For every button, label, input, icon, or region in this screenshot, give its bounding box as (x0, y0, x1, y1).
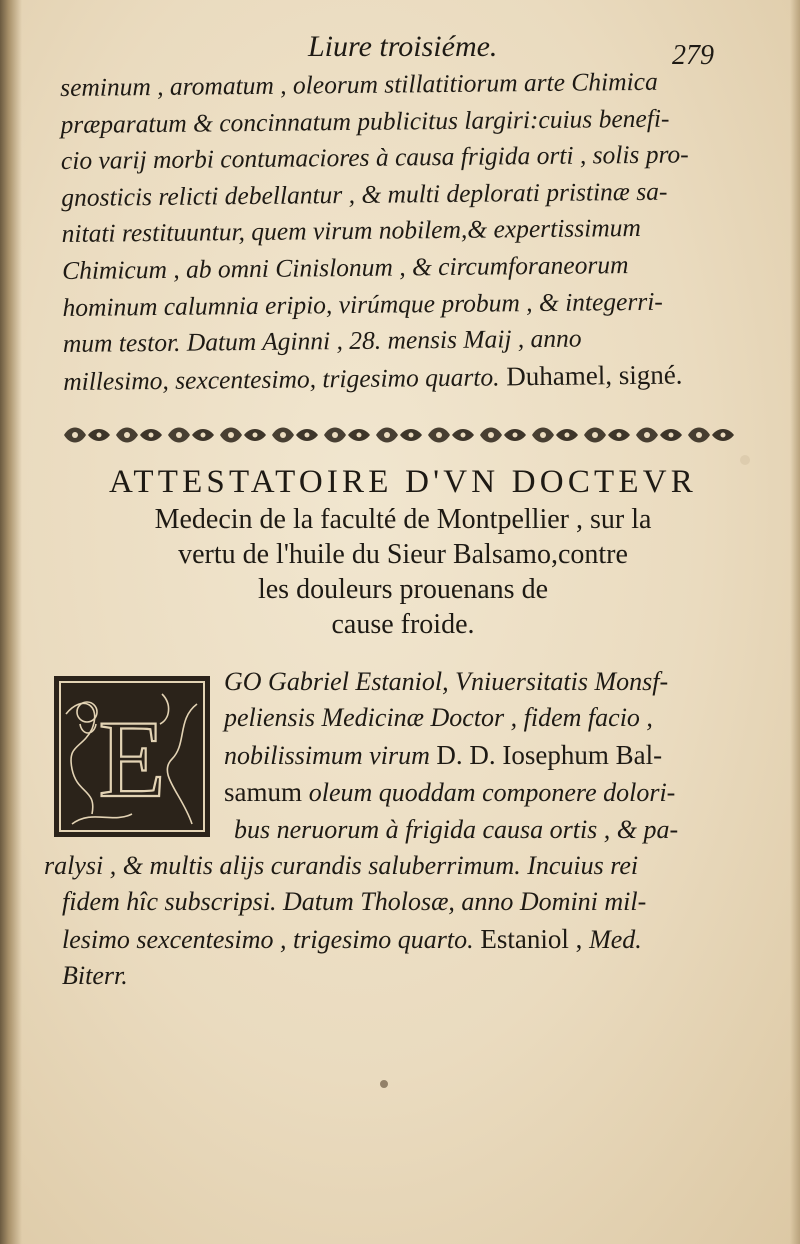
text-fragment: samum (224, 777, 309, 808)
section-heading (58, 462, 748, 642)
text-line: nitati restituuntur, quem virum nobilem,& expertissimum (61, 213, 641, 249)
text-line: Chimicum , ab omni Cinislonum , & circumforaneorum (61, 250, 629, 285)
gutter-shadow (0, 0, 22, 1244)
text-line: mum testor. Datum Aginni , 28. mensis Maij , anno (62, 323, 582, 359)
ink-spot (380, 1080, 388, 1088)
text-line-last (63, 356, 743, 401)
text-line (44, 737, 744, 774)
heading-title: ATTESTATOIRE D'VN DOCTEVR (108, 464, 697, 500)
attestation-text-block (44, 664, 744, 995)
continued-text-block (60, 63, 743, 400)
text-line: peliensis Medicinæ Doctor , fidem facio , (224, 703, 653, 733)
signature-text: Duhamel, signé. (499, 359, 683, 392)
text-line: seminum , aromatum , oleorum stillatitiorum arte Chimica (60, 66, 658, 102)
ornamental-band (62, 423, 738, 447)
running-title: Liure troisiéme. (308, 30, 498, 63)
page-number: 279 (672, 40, 714, 71)
text-fragment: lesimo sexcentesimo , trigesimo quarto. (62, 924, 474, 954)
signature-text: Estaniol , (473, 923, 590, 954)
text-line: fidem hîc subscripsi. Datum Tholosæ, anno Domini mil- (62, 887, 647, 917)
text-fragment: oleum quoddam componere dolori- (308, 778, 676, 808)
text-line: præparatum & concinnatum publicitus largiri:cuius benefi- (60, 103, 670, 139)
heading-subline: vertu de l'huile du Sieur Balsamo,contre (178, 539, 628, 570)
closing-date-text: millesimo, sexcentesimo, trigesimo quarto. (63, 362, 500, 396)
text-fragment: D. D. Iosephum Bal- (436, 739, 663, 770)
text-line (44, 921, 744, 958)
page-edge (790, 0, 800, 1244)
heading-subline: les douleurs prouenans de (257, 574, 549, 605)
text-line: cio varij morbi contumaciores à causa frigida orti , solis pro- (60, 139, 689, 176)
text-line: gnosticis relicti debellantur , & multi deplorati pristinæ sa- (61, 176, 668, 212)
text-line: hominum calumnia eripio, virúmque probum , & integerri- (62, 286, 663, 322)
dropcap-letter: E (98, 698, 166, 820)
text-line: ralysi , & multis alijs curandis saluberrimum. Incuius rei (44, 851, 639, 881)
heading-subline: cause froide. (331, 609, 475, 640)
heading-subline: Medecin de la faculté de Montpellier , sur la (154, 504, 652, 535)
text-line: Biterr. (62, 961, 128, 991)
text-line: bus neruorum à frigida causa ortis , & pa- (234, 814, 679, 844)
text-fragment: nobilissimum virum (224, 740, 437, 770)
text-line: GO Gabriel Estaniol, Vniuersitatis Monsf- (224, 667, 669, 696)
text-line (44, 774, 744, 811)
text-fragment: Med. (589, 924, 642, 954)
